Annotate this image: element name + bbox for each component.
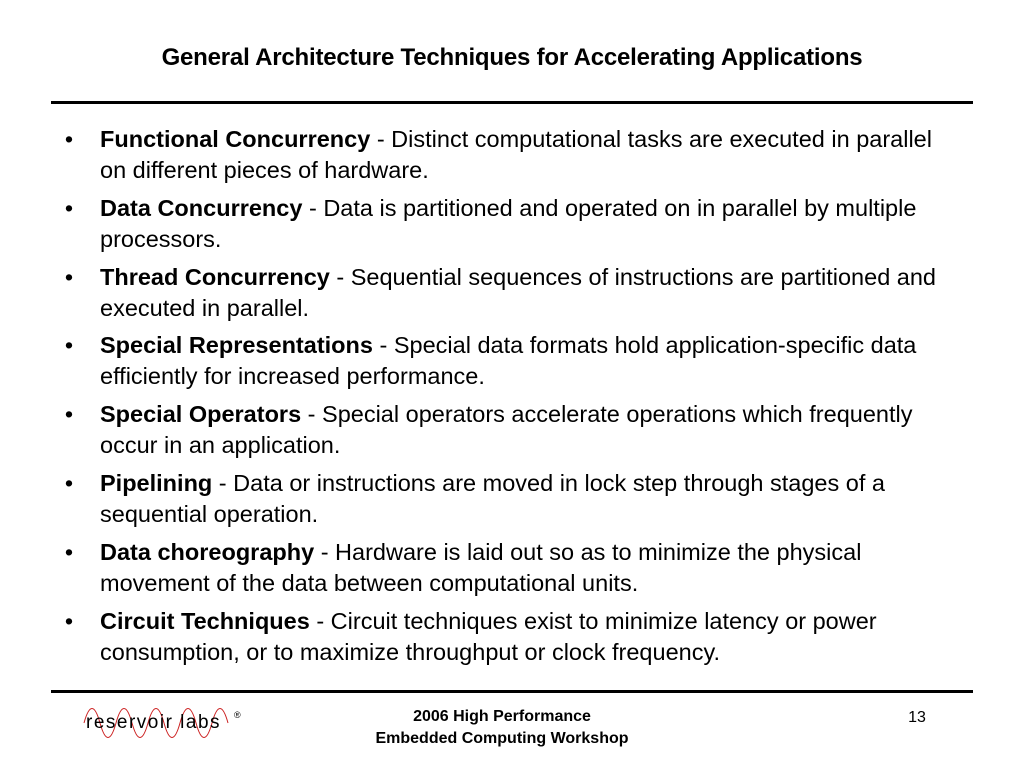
bullet-text: - Data or instructions are moved in lock step through stages of a sequential operation. xyxy=(100,469,885,527)
bullet-term: Special Representations xyxy=(100,332,373,359)
bullet-term: Thread Concurrency xyxy=(100,263,330,290)
bullet-text: - Sequential sequences of instructions are partitioned and executed in parallel. xyxy=(100,263,937,321)
bullet-text: - Distinct computational tasks are executed in parallel on different pieces of hardware. xyxy=(100,126,932,183)
bullet-list xyxy=(0,124,1024,674)
event-name xyxy=(0,706,1004,750)
bullet-dot-icon: • xyxy=(64,194,74,221)
bullet-term: Special Operators xyxy=(100,401,302,428)
bullet-item xyxy=(0,399,1024,461)
bullet-text: - Data is partitioned and operated on in parallel by multiple processors. xyxy=(100,194,917,252)
bullet-dot-icon: • xyxy=(64,401,74,428)
slide-title: General Architecture Techniques for Accelerating Applications xyxy=(161,44,863,71)
footer-divider xyxy=(51,690,973,693)
bullet-item xyxy=(0,537,1024,599)
bullet-item xyxy=(0,606,1024,668)
bullet-text: - Circuit techniques exist to minimize latency or power consumption, or to maximize throughput or clock frequency. xyxy=(100,607,877,665)
bullet-item xyxy=(0,262,1024,324)
event-line-2: Embedded Computing Workshop xyxy=(375,730,629,747)
bullet-dot-icon: • xyxy=(64,607,74,634)
bullet-dot-icon: • xyxy=(64,126,74,152)
bullet-dot-icon: • xyxy=(64,332,74,359)
bullet-text: - Hardware is laid out so as to minimize the physical movement of the data between computational units. xyxy=(100,538,862,596)
bullet-item xyxy=(0,124,1024,186)
title-divider xyxy=(51,101,973,104)
bullet-dot-icon: • xyxy=(64,469,74,496)
page-number: 13 xyxy=(908,709,926,726)
logo-text: reservoir labs xyxy=(86,712,222,733)
bullet-dot-icon: • xyxy=(64,538,74,565)
bullet-text: - Special data formats hold application-specific data efficiently for increased performance. xyxy=(100,332,917,390)
bullet-item xyxy=(0,330,1024,392)
registered-mark: ® xyxy=(234,710,241,720)
bullet-term: Circuit Techniques xyxy=(100,607,310,634)
event-line-1: 2006 High Performance xyxy=(413,708,591,725)
bullet-item xyxy=(0,468,1024,530)
bullet-text: - Special operators accelerate operations which frequently occur in an application. xyxy=(100,401,913,459)
bullet-term: Data Concurrency xyxy=(100,194,303,221)
bullet-term: Functional Concurrency xyxy=(100,126,371,152)
bullet-term: Pipelining xyxy=(100,469,213,496)
bullet-term: Data choreography xyxy=(100,538,315,565)
bullet-dot-icon: • xyxy=(64,263,74,290)
bullet-item xyxy=(0,193,1024,255)
